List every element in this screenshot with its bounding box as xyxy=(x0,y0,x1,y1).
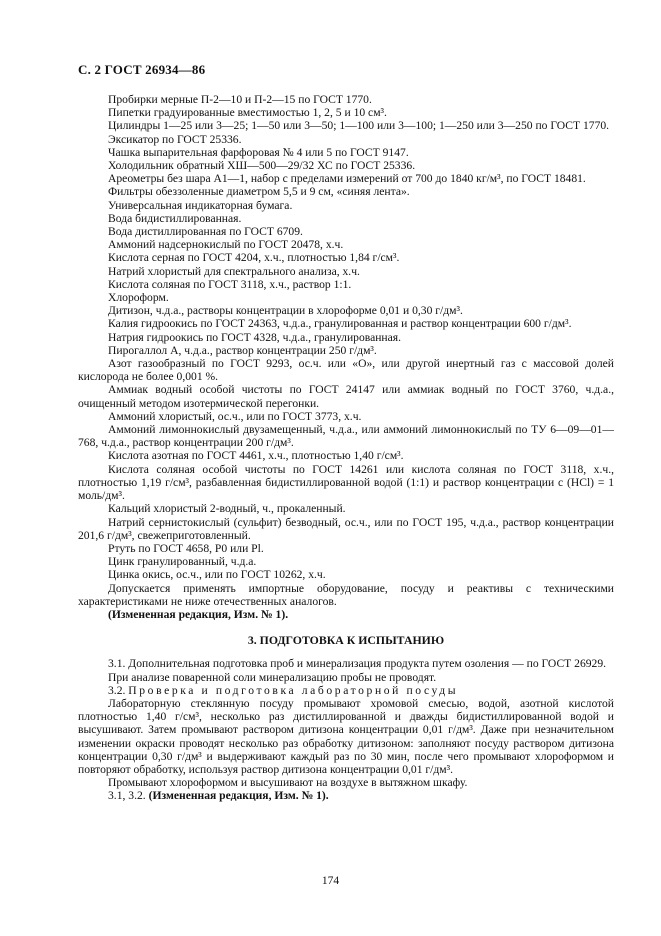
reagent-line: Калия гидроокись по ГОСТ 24363, ч.д.а., гранулированная и раствор концентрации 600 г/дм³. xyxy=(108,317,572,331)
import-note: Допускается применять импортные оборудование, посуду и реактивы с техническими характеристиками не ниже отечественных аналогов. xyxy=(78,581,614,608)
glassware-paragraph: Лабораторную стеклянную посуду промывают хромовой смесью, водой, азотной кислотой плотностью 1,40 г/см³, несколько раз дистиллированной и дважды бидистиллированной водой и высушивают. Затем промывают раствором дитизона концентрации 0,01 г/дм³. Даже при незначительном изменении окраски проводят несколько раз обработку дитизоном: заполняют посуду раствором дитизона концентрации 0,30 г/дм³ и выдерживают каждый раз по 30 мин, после чего промывают хлороформом и повторяют обработку, используя раствор дитизона концентрации 0,01 г/дм³. xyxy=(78,696,614,776)
reagent-line: Азот газообразный по ГОСТ 9293, ос.ч. или «О», или другой инертный газ с массовой долей кислорода не более 0,001 %. xyxy=(78,357,614,384)
drying-paragraph: Промывают хлороформом и высушивают на воздухе в вытяжном шкафу. xyxy=(108,776,468,790)
page-header: С. 2 ГОСТ 26934—86 xyxy=(78,62,206,77)
reagent-line: Хлороформ. xyxy=(108,291,169,305)
reagent-line: Кислота соляная по ГОСТ 3118, х.ч., раствор 1:1. xyxy=(108,277,352,291)
reagent-line: Универсальная индикаторная бумага. xyxy=(108,198,293,212)
equipment-line: Чашка выпарительная фарфоровая № 4 или 5 по ГОСТ 9147. xyxy=(108,145,409,159)
reagent-line: Кальций хлористый 2-водный, ч., прокаленный. xyxy=(108,502,346,516)
reagent-line: Кислота азотная по ГОСТ 4461, х.ч., плотностью 1,40 г/см³. xyxy=(108,449,404,463)
equipment-line: Эксикатор по ГОСТ 25336. xyxy=(108,132,242,146)
revision-note: (Измененная редакция, Изм. № 1). xyxy=(108,607,289,621)
reagent-line: Аммоний лимоннокислый двузамещенный, ч.д.а., или аммоний лимоннокислый по ТУ 6—09—01—768, ч.д.а., раствор концентрации 200 г/дм³. xyxy=(78,423,614,450)
equipment-line: Холодильник обратный ХШ—500—29/32 ХС по ГОСТ 25336. xyxy=(108,159,416,173)
equipment-line: Цилиндры 1—25 или 3—25; 1—50 или 3—50; 1—100 или 3—100; 1—250 или 3—250 по ГОСТ 1770. xyxy=(108,119,610,133)
salt-note: При анализе поваренной соли минерализацию пробы не проводят. xyxy=(108,670,437,684)
page-number: 174 xyxy=(321,875,340,887)
reagent-line: Вода бидистиллированная. xyxy=(108,211,242,225)
section-title: 3. ПОДГОТОВКА К ИСПЫТАНИЮ xyxy=(247,633,445,648)
clause-refs: 3.1, 3.2. xyxy=(108,789,146,803)
equipment-line: Пробирки мерные П-2—10 и П-2—15 по ГОСТ 1770. xyxy=(108,93,372,106)
revision-note: (Измененная редакция, Изм. № 1). xyxy=(148,789,329,803)
reagent-line: Фильтры обеззоленные диаметром 5,5 и 9 см, «синяя лента». xyxy=(108,185,410,199)
clause-number: 3.2. xyxy=(108,683,126,697)
clause-3-2-heading xyxy=(78,684,614,697)
reagent-line: Натрий сернистокислый (сульфит) безводный, ос.ч., или по ГОСТ 195, ч.д.а., раствор концентрации 201,6 г/дм³, свежеприготовленный. xyxy=(78,515,614,542)
reagent-line: Натрий хлористый для спектрального анализа, х.ч. xyxy=(108,264,360,278)
reagent-line: Цинка окись, ос.ч., или по ГОСТ 10262, х.ч. xyxy=(108,568,326,582)
document-body xyxy=(78,93,614,803)
reagent-line: Пирогаллол А, ч.д.а., раствор концентрации 250 г/дм³. xyxy=(108,343,377,357)
reagent-line: Кислота серная по ГОСТ 4204, х.ч., плотностью 1,84 г/см³. xyxy=(108,251,400,265)
reagent-line: Аммиак водный особой чистоты по ГОСТ 24147 или аммиак водный по ГОСТ 3760, ч.д.а., очищенный методом изотермической перегонки. xyxy=(78,383,614,410)
reagent-line: Кислота соляная особой чистоты по ГОСТ 14261 или кислота соляная по ГОСТ 3118, х.ч., плотностью 1,19 г/см³, разбавленная бидистиллированной водой (1:1) и раствор концентрации с (HCl) = 1 моль/дм³. xyxy=(78,462,614,503)
clause-3-1: 3.1. Дополнительная подготовка проб и минерализация продукта путем озоления — по ГОСТ 26929. xyxy=(108,657,607,671)
reagent-line: Аммоний хлористый, ос.ч., или по ГОСТ 3773, х.ч. xyxy=(108,409,362,423)
reagent-line: Натрия гидроокись по ГОСТ 4328, ч.д.а., гранулированная. xyxy=(108,330,401,344)
reagent-line: Вода дистиллированная по ГОСТ 6709. xyxy=(108,225,303,239)
clause-title: Проверка и подготовка лабораторной посуды xyxy=(128,683,459,697)
equipment-line: Пипетки градуированные вместимостью 1, 2, 5 и 10 см³. xyxy=(108,106,387,120)
reagent-line: Цинк гранулированный, ч.д.а. xyxy=(108,555,257,569)
reagent-line: Аммоний надсернокислый по ГОСТ 20478, х.ч. xyxy=(108,238,344,252)
reagent-line: Дитизон, ч.д.а., растворы концентрации в хлороформе 0,01 и 0,30 г/дм³. xyxy=(108,304,463,318)
reagent-line: Ртуть по ГОСТ 4658, Р0 или Рl. xyxy=(108,541,264,555)
equipment-line: Ареометры без шара А1—1, набор с пределами измерений от 700 до 1840 кг/м³, по ГОСТ 18481. xyxy=(108,172,586,186)
revision-line xyxy=(78,789,614,802)
